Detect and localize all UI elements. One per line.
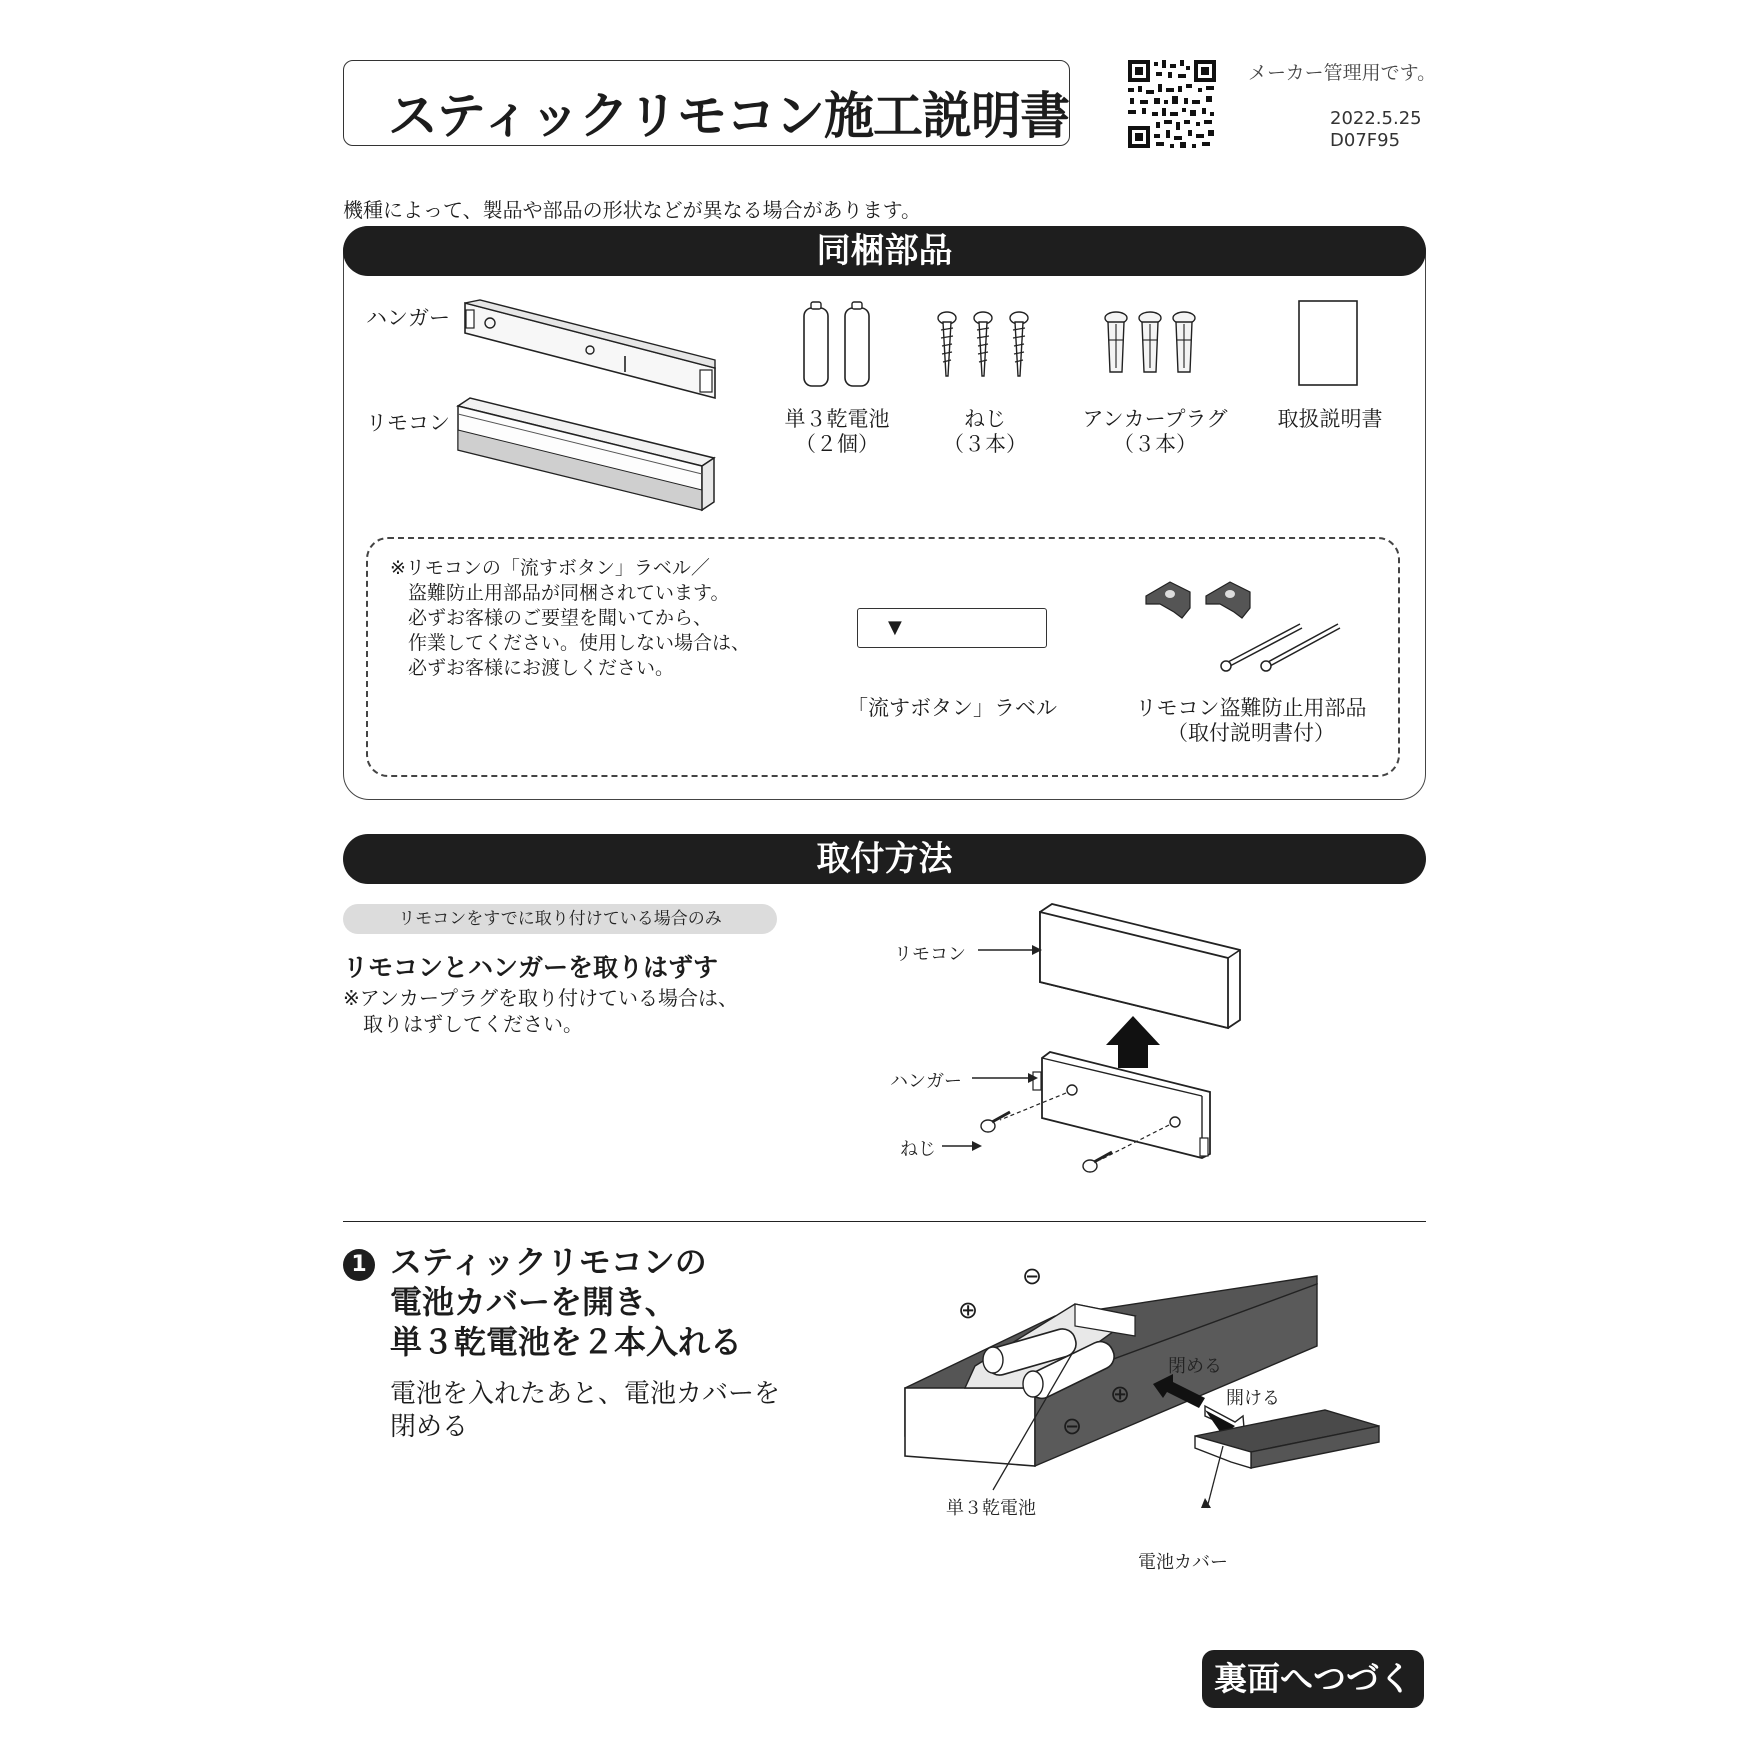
battery-illustration: [800, 300, 875, 390]
document-code: D07F95: [1330, 130, 1401, 151]
battery-diagram-label: 単３乾電池: [946, 1498, 1036, 1519]
antitheft-parts-illustration: [1140, 574, 1340, 674]
step1-body: [390, 1378, 780, 1444]
minus-icon: ⊖: [1022, 1262, 1043, 1290]
minus-icon-2: ⊖: [1062, 1412, 1083, 1440]
remove-note-1: ※アンカープラグを取り付けている場合は、: [343, 986, 738, 1010]
step-number-badge: 1: [343, 1249, 375, 1281]
antitheft-caption: リモコン盗難防止用部品: [1135, 696, 1367, 720]
step1-title-line-2: 電池カバーを開き、: [390, 1283, 677, 1321]
remove-note-2: 取りはずしてください。: [363, 1012, 583, 1036]
open-label: 開ける: [1226, 1388, 1280, 1409]
diagram-remote-label: リモコン: [894, 944, 966, 965]
step1-title-line-3: 単３乾電池を２本入れる: [390, 1323, 743, 1361]
plus-icon: ⊕: [958, 1296, 979, 1324]
step1-title-line-1: スティックリモコンの: [390, 1243, 707, 1281]
antitheft-sub: （取付説明書付）: [1167, 721, 1335, 745]
optional-note-line-1: ※リモコンの「流すボタン」ラベル／: [390, 557, 710, 579]
cover-diagram-label: 電池カバー: [1138, 1552, 1228, 1573]
flush-label-caption: 「流すボタン」ラベル: [847, 696, 1057, 720]
close-label: 閉める: [1168, 1356, 1222, 1377]
step1-body-line-2: 閉める: [390, 1412, 469, 1442]
page-title: スティックリモコン施工説明書: [388, 87, 1069, 145]
screw-qty: （３本）: [943, 432, 1027, 456]
anchor-plug-qty: （３本）: [1113, 432, 1197, 456]
document-date: 2022.5.25: [1330, 108, 1422, 129]
battery-label: 単３乾電池: [784, 407, 890, 431]
manual-illustration: [1298, 300, 1358, 386]
optional-note-line-3: 必ずお客様のご要望を聞いてから、: [408, 607, 713, 629]
anchor-plug-illustration: [1102, 310, 1202, 380]
remote-label: リモコン: [366, 411, 450, 435]
screw-illustration: [935, 310, 1035, 380]
qr-code-icon: [1126, 58, 1218, 150]
diagram-hanger-label: ハンガー: [890, 1071, 962, 1092]
optional-note-line-5: 必ずお客様にお渡しください。: [408, 657, 675, 679]
step1-title: [390, 1242, 742, 1362]
screw-label: ねじ: [964, 407, 1006, 431]
flush-label-illustration: ▼: [857, 608, 1047, 648]
existing-install-pill: リモコンをすでに取り付けている場合のみ: [343, 904, 777, 934]
plus-icon-2: ⊕: [1110, 1380, 1131, 1408]
intro-note: 機種によって、製品や部品の形状などが異なる場合があります。: [343, 198, 921, 222]
step1-body-line-1: 電池を入れたあと、電池カバーを: [390, 1379, 781, 1409]
diagram-screw-label: ねじ: [900, 1139, 936, 1160]
anchor-plug-label: アンカープラグ: [1082, 407, 1228, 431]
install-section-title: 取付方法: [343, 834, 1426, 884]
optional-note-line-4: 作業してください。使用しない場合は、: [408, 632, 751, 654]
hanger-illustration: [460, 298, 720, 408]
remote-illustration: [456, 396, 716, 514]
hanger-label: ハンガー: [366, 306, 450, 330]
continue-overleaf-badge: 裏面へつづく: [1202, 1650, 1424, 1708]
battery-qty: （２個）: [795, 432, 879, 456]
maker-note: メーカー管理用です。: [1248, 62, 1437, 84]
parts-section-title: 同梱部品: [343, 226, 1426, 276]
manual-label: 取扱説明書: [1277, 407, 1383, 431]
remove-heading: リモコンとハンガーを取りはずす: [343, 953, 719, 982]
optional-note-line-2: 盗難防止用部品が同梱されています。: [408, 582, 730, 604]
section-divider: [343, 1221, 1426, 1222]
